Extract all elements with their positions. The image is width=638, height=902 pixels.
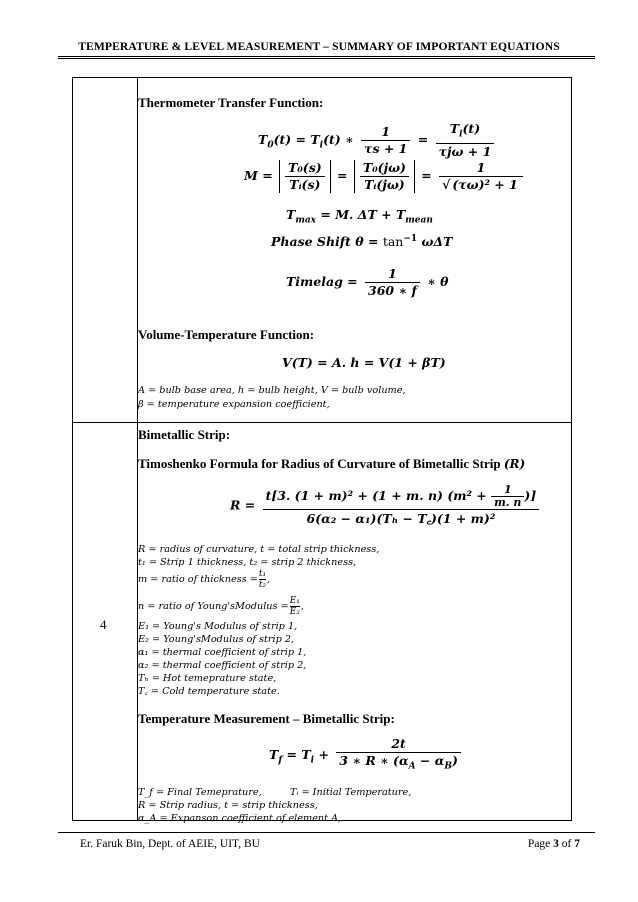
bimetallic-def-10: T꜀ = Cold temperature state. bbox=[138, 686, 280, 697]
volume-heading: Volume-Temperature Function: bbox=[138, 327, 315, 342]
measurement-def-1b: Tᵢ = Initial Temperature, bbox=[290, 787, 412, 798]
max-temperature-equation: $T_{max} = M$. $\Delta T + T_{mean}$ bbox=[286, 207, 433, 226]
volume-definition-1: A = bulb base area, h = bulb height, V = bulb volume, bbox=[138, 385, 406, 396]
thermometer-heading: Thermometer Transfer Function: bbox=[138, 95, 324, 110]
measurement-def-2: R = Strip radius, t = strip thickness, bbox=[138, 800, 318, 811]
bimetallic-def-2: t₁ = Strip 1 thickness, t₂ = strip 2 thickness, bbox=[138, 557, 357, 568]
measurement-def-1a: T_f = Final Temeprature, bbox=[138, 787, 262, 798]
footer-rule bbox=[58, 832, 595, 833]
row-number: 4 bbox=[100, 617, 107, 632]
table-column-divider bbox=[137, 77, 138, 821]
phase-shift-equation: Phase Shift $\theta = \tan^{-1} \omega\Delta T$ bbox=[271, 234, 453, 250]
bimetallic-def-8: α₂ = thermal coefficient of strip 2, bbox=[138, 660, 307, 671]
footer-page-number: Page 3 of 7 bbox=[527, 838, 580, 850]
page-header-title: TEMPERATURE & LEVEL MEASUREMENT – SUMMARY OF IMPORTANT EQUATIONS bbox=[78, 40, 560, 53]
bimetallic-measurement-heading: Temperature Measurement – Bimetallic Strip: bbox=[138, 711, 395, 726]
header-rule bbox=[58, 56, 595, 57]
timoshenko-formula: R = t[3. (1 + m)² + (1 + m. n) (m² + $\frac{1}{m. n}$ )] 6(α₂ − α₁)(Tₕ − T꜀)(1 + m)² bbox=[230, 484, 542, 528]
measurement-def-3: α_A = Expanson coefficient of element A, bbox=[138, 813, 342, 824]
bimetallic-def-1: R = radius of curvature, t = total strip thickness, bbox=[138, 544, 380, 555]
final-temperature-equation: $T_f = T_i$ + $\frac{2t}{3 ∗ R ∗ (\alpha_A - \alpha_B)}$ bbox=[269, 736, 464, 775]
footer-author: Er. Faruk Bin, Dept. of AEIE, UIT, BU bbox=[80, 838, 260, 850]
magnitude-ratio-equation: M = $\frac{\text{T₀(s)}}{\text{Tᵢ(s)}}$ = $\frac{\text{T₀(jω)}}{\text{Tᵢ(jω)}}$ = $\frac{1}{\text{√ (τω)² + 1}}$ bbox=[244, 160, 526, 193]
bimetallic-def-7: α₁ = thermal coefficient of strip 1, bbox=[138, 647, 307, 658]
bimetallic-def-3: m = ratio of thickness = $\frac{\text{t₁}}{\text{t₂}}$ , bbox=[138, 569, 271, 590]
bimetallic-heading: Bimetallic Strip: bbox=[138, 427, 231, 442]
table-row-divider bbox=[72, 422, 572, 423]
header-rule-2 bbox=[58, 58, 595, 59]
volume-temperature-equation: V(T) = A. h = V(1 + βT) bbox=[282, 355, 446, 370]
volume-definition-2: β = temperature expansion coefficient, bbox=[138, 399, 330, 410]
bimetallic-def-6: E₂ = Young'sModulus of strip 2, bbox=[138, 634, 295, 645]
bimetallic-def-4: n = ratio of Young'sModulus = $\frac{\text{E₁}}{\text{E₂}}$ , bbox=[138, 596, 304, 617]
transfer-function-equation: $T_0(t) = T_i(t)$ ∗ $\frac{1}{\tau s + 1}$ = $\frac{T_i(t)}{\text{τjω + 1}}$ bbox=[258, 121, 497, 160]
bimetallic-def-5: E₁ = Young's Modulus of strip 1, bbox=[138, 621, 298, 632]
timelag-equation: Timelag = $\frac{1}{360 ∗ f}$ ∗ θ bbox=[286, 266, 449, 298]
bimetallic-def-9: Tₕ = Hot temeprature state, bbox=[138, 673, 277, 684]
timoshenko-heading: Timoshenko Formula for Radius of Curvature of Bimetallic Strip (R) bbox=[138, 456, 526, 471]
